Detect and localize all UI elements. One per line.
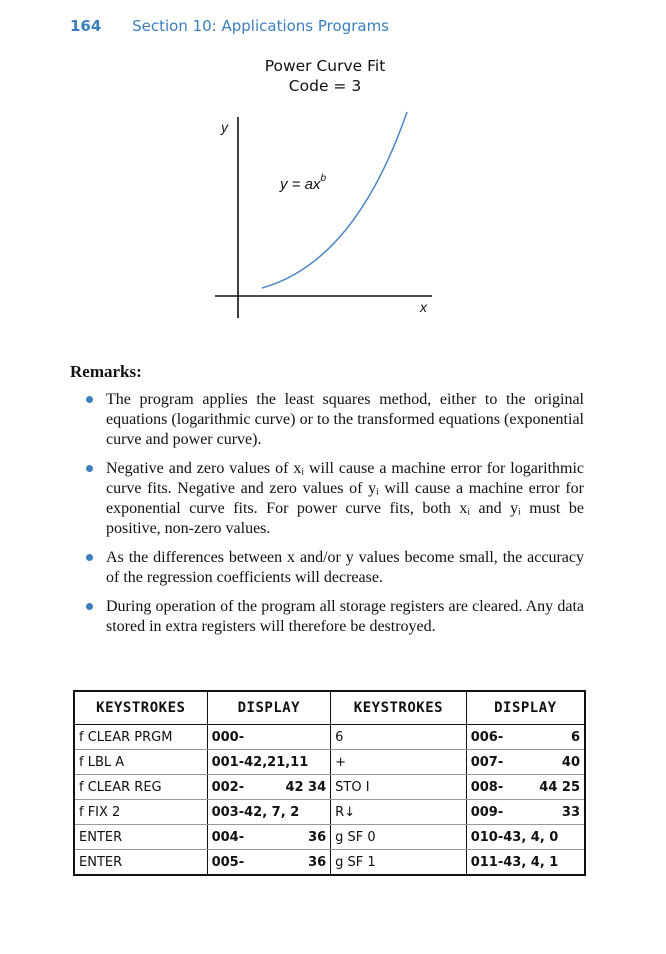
display-text: 008- [470,779,504,795]
y-axis-label: y [221,119,228,135]
header-display-2: DISPLAY [466,691,585,725]
display-text: 007- [470,754,504,770]
chart-title: Power Curve Fit [264,57,386,75]
keystroke-cell [331,775,467,800]
display-text: 44 25 [539,779,580,795]
keystroke-text: + [335,754,347,770]
keystroke-text: g SF 1 [335,854,376,870]
display-cell [466,750,585,775]
power-curve-figure [0,0,666,340]
table-row [74,775,585,800]
equation-label [279,173,326,193]
equation-exponent: b [320,173,326,184]
remarks-list [84,390,584,646]
display-cell [466,800,585,825]
remarks-heading: Remarks: [70,362,142,381]
keystroke-text: f CLEAR PRGM [79,729,173,745]
remark-item: As the differences between x and/or y values become small, the accuracy of the regression coefficients will decrease. [84,548,584,588]
display-text: 6 [570,729,580,745]
keystroke-cell [74,725,207,750]
keystroke-cell [74,750,207,775]
bullet-icon [86,396,93,403]
display-cell [207,850,331,876]
keystroke-text: f LBL A [79,754,125,770]
keystroke-text: STO I [335,779,370,795]
display-text: 36 [308,829,327,845]
keystroke-cell [74,825,207,850]
keystroke-text: f CLEAR REG [79,779,162,795]
display-text: 36 [308,854,327,870]
bullet-icon [86,465,93,472]
keystroke-table-wrapper [73,690,586,876]
table-header-row [74,691,585,725]
header-display-1: DISPLAY [207,691,331,725]
keystroke-cell [331,750,467,775]
remark-item: Negative and zero values of xᵢ will cause a machine error for logarithmic curve fits. Negative and zero values of yᵢ will cause a machine error for exponential curve fits. For power curve fits, both xᵢ and yᵢ must be positive, non-zero values. [84,459,584,539]
remark-item: The program applies the least squares method, either to the original equations (logarithmic curve) or to the transformed equations (exponential curve and power curve). [84,390,584,450]
display-text: 000- [211,729,245,745]
display-text: 002- [211,779,245,795]
keystroke-cell [331,825,467,850]
display-text: 40 [561,754,580,770]
header-keystrokes-2: KEYSTROKES [331,691,467,725]
display-text: 010-43, 4, 0 [470,829,559,845]
display-text: 004- [211,829,245,845]
keystroke-text: ENTER [79,829,123,845]
display-text: 001-42,21,11 [211,754,309,770]
display-cell [466,775,585,800]
bullet-icon [86,603,93,610]
display-cell [466,850,585,876]
display-text: 003-42, 7, 2 [211,804,300,820]
display-text: 42 34 [285,779,327,795]
chart-subtitle: Code = 3 [288,77,362,95]
keystroke-text: f FIX 2 [79,804,121,820]
keystroke-text: R↓ [335,804,356,820]
display-text: 006- [470,729,504,745]
table-row [74,825,585,850]
keystroke-cell [74,775,207,800]
keystroke-text: g SF 0 [335,829,376,845]
table-row [74,800,585,825]
keystroke-cell [74,800,207,825]
display-text: 33 [561,804,580,820]
display-text: 005- [211,854,245,870]
display-cell [207,825,331,850]
display-cell [466,725,585,750]
display-text: 009- [470,804,504,820]
table-row [74,725,585,750]
power-curve-line [262,112,407,288]
remark-item: During operation of the program all storage registers are cleared. Any data stored in extra registers will therefore be destroyed. [84,597,584,637]
table-row [74,850,585,876]
keystroke-cell [331,850,467,876]
bullet-icon [86,554,93,561]
header-keystrokes-1: KEYSTROKES [74,691,207,725]
keystroke-cell [331,800,467,825]
display-cell [207,750,331,775]
page-number: 164 [70,17,102,35]
table-row [74,750,585,775]
keystroke-text: ENTER [79,854,123,870]
keystroke-table [73,690,586,876]
keystroke-cell [331,725,467,750]
display-cell [207,775,331,800]
x-axis-label: x [420,299,427,315]
keystroke-text: 6 [335,729,344,745]
display-cell [207,725,331,750]
equation-text: y = ax [280,176,321,193]
display-text: 011-43, 4, 1 [470,854,559,870]
display-cell [207,800,331,825]
section-title: Section 10: Applications Programs [132,17,389,35]
keystroke-cell [74,850,207,876]
display-cell [466,825,585,850]
